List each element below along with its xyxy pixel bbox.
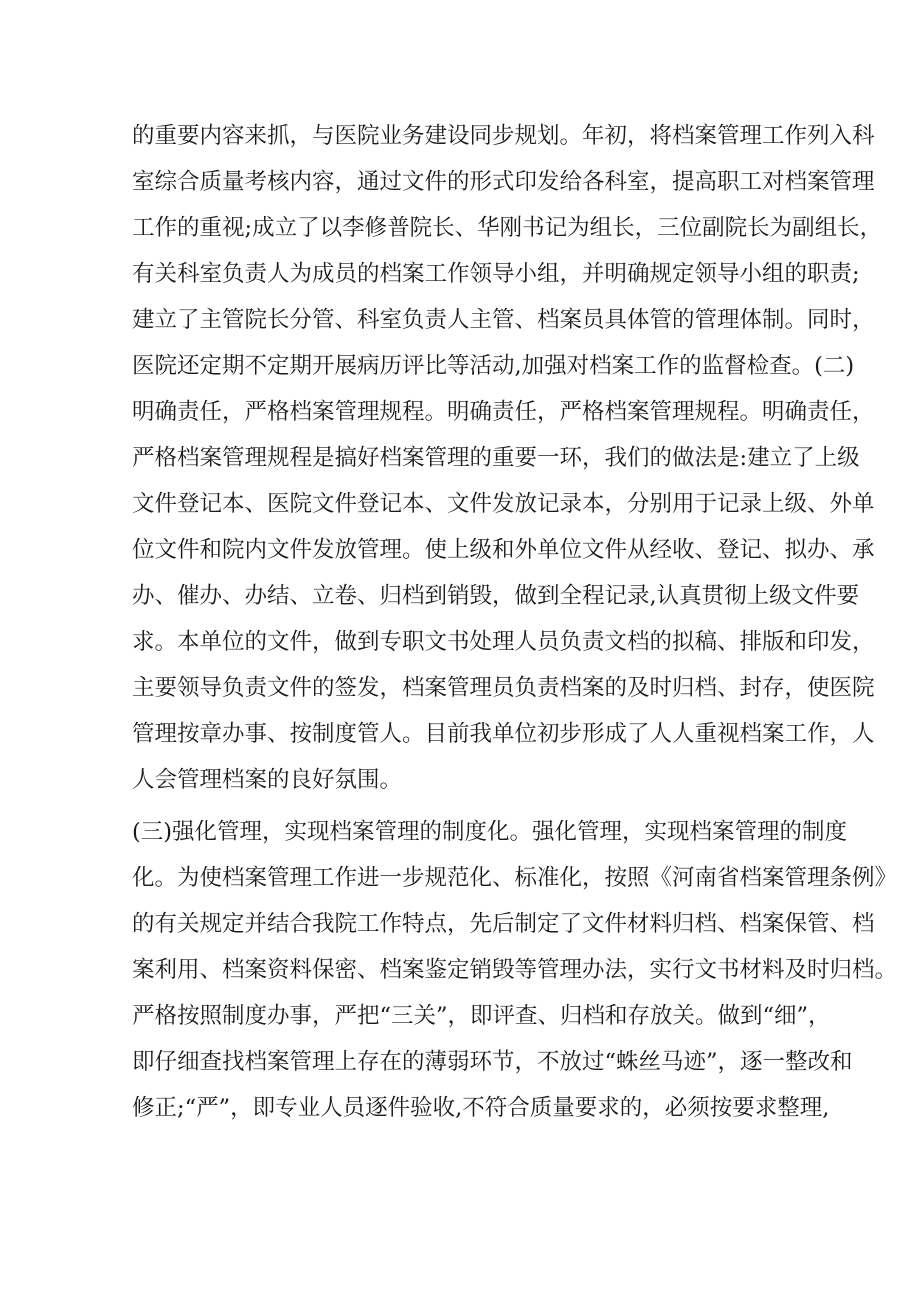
text-line: 主要领导负责文件的签发，档案管理员负责档案的及时归档、封存，使医院 bbox=[132, 675, 875, 701]
text-line: 医院还定期不定期开展病历评比等活动,加强对档案工作的监督检查。(二) bbox=[132, 353, 855, 379]
text-line: 建立了主管院长分管、科室负责人主管、档案员具体管的管理体制。同时， bbox=[132, 307, 875, 333]
text-line: 人会管理档案的良好氛围。 bbox=[132, 767, 403, 793]
text-line: 工作的重视;成立了以李修普院长、华刚书记为组长，三位副院长为副组长， bbox=[132, 215, 883, 241]
text-line: 位文件和院内文件发放管理。使上级和外单位文件从经收、登记、拟办、承 bbox=[132, 537, 875, 563]
text-line: 即仔细查找档案管理上存在的薄弱环节，不放过“蛛丝马迹”，逐一整改和 bbox=[132, 1049, 853, 1075]
text-line: 文件登记本、医院文件登记本、文件发放记录本，分别用于记录上级、外单 bbox=[132, 491, 875, 517]
text-line: 修正;“严”，即专业人员逐件验收,不符合质量要求的，必须按要求整理, bbox=[132, 1095, 830, 1121]
document-body bbox=[132, 113, 898, 1131]
text-line: 化。为使档案管理工作进一步规范化、标准化，按照《河南省档案管理条例》 bbox=[132, 865, 898, 891]
text-line: 案利用、档案资料保密、档案鉴定销毁等管理办法，实行文书材料及时归档。 bbox=[132, 957, 898, 983]
text-line: 有关科室负责人为成员的档案工作领导小组，并明确规定领导小组的职责; bbox=[132, 261, 860, 287]
text-line: 的有关规定并结合我院工作特点，先后制定了文件材料归档、档案保管、档 bbox=[132, 911, 875, 937]
paragraph-2 bbox=[132, 809, 898, 1131]
text-line: 管理按章办事、按制度管人。目前我单位初步形成了人人重视档案工作，人 bbox=[132, 721, 875, 747]
text-line: 严格按照制度办事，严把“三关”，即评查、归档和存放关。做到“细”， bbox=[132, 1003, 831, 1029]
text-line: 明确责任，严格档案管理规程。明确责任，严格档案管理规程。明确责任， bbox=[132, 399, 875, 425]
text-line: 求。本单位的文件，做到专职文书处理人员负责文档的拟稿、排版和印发， bbox=[132, 629, 875, 655]
text-line: 严格档案管理规程是搞好档案管理的重要一环，我们的做法是:建立了上级 bbox=[132, 445, 860, 471]
text-line: (三)强化管理，实现档案管理的制度化。强化管理，实现档案管理的制度 bbox=[132, 819, 848, 845]
text-line: 室综合质量考核内容，通过文件的形式印发给各科室，提高职工对档案管理 bbox=[132, 169, 875, 195]
text-line: 的重要内容来抓，与医院业务建设同步规划。年初，将档案管理工作列入科 bbox=[132, 123, 875, 149]
text-line: 办、催办、办结、立卷、归档到销毁，做到全程记录,认真贯彻上级文件要 bbox=[132, 583, 860, 609]
paragraph-1 bbox=[132, 113, 883, 803]
